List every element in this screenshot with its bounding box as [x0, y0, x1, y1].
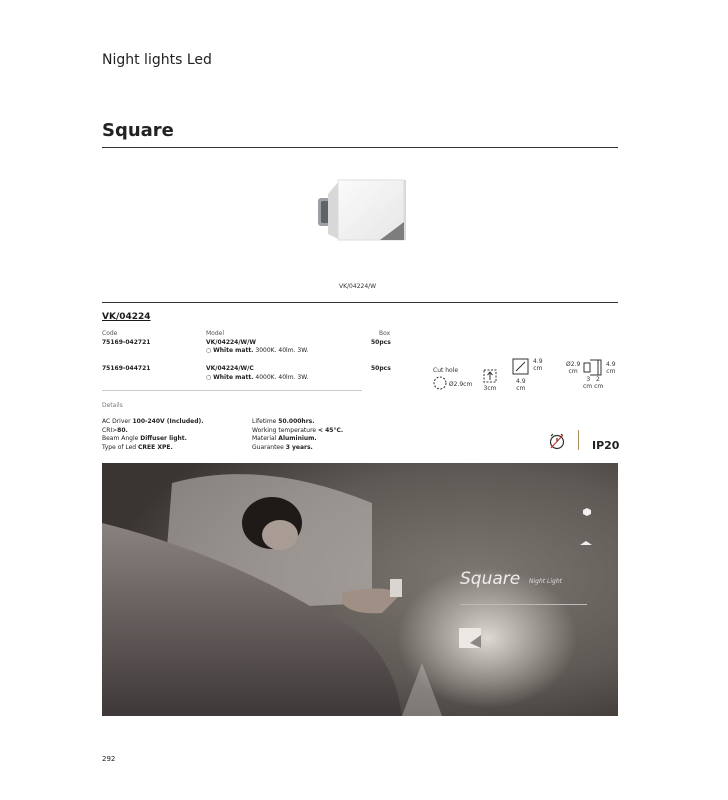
- side-depth-a-unit: cm: [583, 383, 593, 390]
- product-caption: VK/04224/W: [339, 283, 377, 290]
- rating-divider: [578, 430, 579, 450]
- page-title: Square: [102, 120, 174, 141]
- row-finish-line: [206, 374, 308, 381]
- row-model: VK/04224/W/W: [206, 339, 256, 346]
- row-spec: 3000K. 40lm. 3W.: [255, 347, 309, 354]
- lifestyle-photo: [102, 463, 618, 716]
- side-view-icon: [583, 359, 603, 376]
- photo-scene: [102, 463, 618, 716]
- front-width-unit: cm: [516, 385, 526, 392]
- finish-swatch-icon: ○: [206, 374, 212, 381]
- photo-subtitle: Night Light: [529, 578, 562, 585]
- row-model: VK/04224/W/C: [206, 365, 254, 372]
- cut-hole-group: [433, 367, 473, 392]
- finish-swatch-icon: ○: [206, 347, 212, 354]
- row-code: 75169-044721: [102, 365, 151, 372]
- row-code: 75169-042721: [102, 339, 151, 346]
- depth-icon: [483, 369, 497, 383]
- detail-line: Beam Angle Diffuser light.: [102, 435, 187, 442]
- details-right: [252, 418, 343, 452]
- col-header-box: Box: [379, 330, 391, 337]
- product-image: [318, 178, 408, 244]
- details-label: Details: [102, 402, 123, 409]
- depth-value: 3cm: [483, 385, 497, 392]
- page-number: 292: [102, 755, 116, 763]
- side-diameter-value: Ø2.9: [566, 361, 581, 368]
- detail-line: Type of Led CREE XPE.: [102, 443, 173, 451]
- front-height-unit: cm: [533, 365, 543, 372]
- timer-icon: [548, 432, 566, 450]
- section-label: Night lights Led: [102, 52, 212, 68]
- detail-line: Working temperature < 45°C.: [252, 426, 344, 434]
- photo-title: Square: [460, 569, 521, 589]
- photo-underline: [460, 604, 587, 605]
- cut-hole-value: Ø2.9cm: [448, 381, 473, 388]
- detail-line: CRI>80.: [102, 426, 128, 434]
- front-view-icon: [512, 358, 529, 375]
- side-height-value: 4.9: [606, 361, 616, 368]
- cut-hole-icon: [433, 376, 447, 390]
- model-code: VK/04224: [102, 312, 151, 322]
- col-header-code: Code: [102, 330, 118, 337]
- side-diameter: [566, 361, 580, 375]
- side-depth-b: 2: [595, 376, 600, 383]
- table-divider: [102, 390, 362, 391]
- detail-line: Material Aluminium.: [252, 435, 317, 442]
- details-left: [102, 418, 204, 452]
- title-divider: [102, 147, 618, 148]
- side-depths: [583, 376, 603, 390]
- row-box: 50pcs: [371, 365, 391, 372]
- detail-line: Guarantee 3 years.: [252, 443, 313, 451]
- detail-line: AC Driver 100-240V (Included).: [102, 418, 204, 425]
- cut-hole-label: Cut hole: [433, 367, 459, 374]
- depth-group: [480, 369, 500, 392]
- side-depth-a: 3: [586, 376, 591, 383]
- front-width-value: 4.9: [516, 378, 526, 385]
- side-height-unit: cm: [606, 368, 616, 375]
- specs-divider: [102, 302, 618, 303]
- row-finish: White matt.: [213, 374, 254, 381]
- detail-line: Lifetime 50.000hrs.: [252, 418, 315, 425]
- row-finish: White matt.: [213, 347, 254, 354]
- front-height: [533, 358, 543, 372]
- row-spec: 4000K. 40lm. 3W.: [255, 374, 309, 381]
- col-header-model: Model: [206, 330, 225, 337]
- row-box: 50pcs: [371, 339, 391, 346]
- front-width: [516, 378, 526, 392]
- side-depth-b-unit: cm: [594, 383, 604, 390]
- side-height: [606, 361, 616, 375]
- front-height-value: 4.9: [533, 358, 543, 365]
- row-finish-line: [206, 347, 308, 354]
- side-diameter-unit: cm: [568, 368, 578, 375]
- ip-rating: IP20: [592, 439, 620, 452]
